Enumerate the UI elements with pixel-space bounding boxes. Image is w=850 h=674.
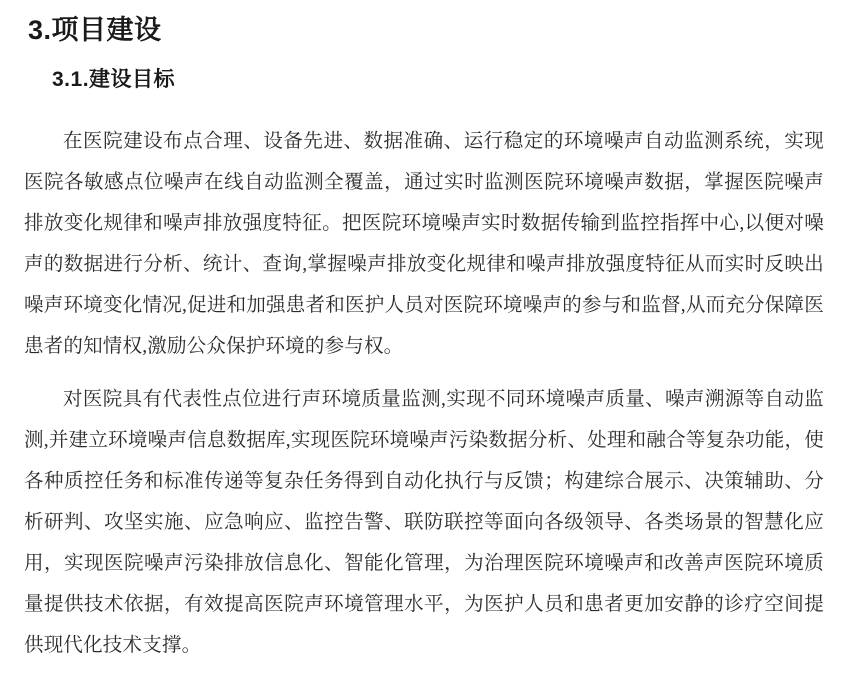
document-body: [0, 93, 850, 666]
paragraph: 在医院建设布点合理、设备先进、数据准确、运行稳定的环境噪声自动监测系统，实现医院各敏感点位噪声在线自动监测全覆盖，通过实时监测医院环境噪声数据，掌握医院噪声排放变化规律和噪声排放强度特征。把医院环境噪声实时数据传输到监控指挥中心,以便对噪声的数据进行分析、统计、查询,掌握噪声排放变化规律和噪声排放强度特征从而实时反映出噪声环境变化情况,促进和加强患者和医护人员对医院环境噪声的参与和监督,从而充分保障医患者的知情权,激励公众保护环境的参与权。: [24, 131, 824, 358]
section-heading-1: 3.项目建设: [28, 15, 162, 45]
paragraph: 对医院具有代表性点位进行声环境质量监测,实现不同环境噪声质量、噪声溯源等自动监测,并建立环境噪声信息数据库,实现医院环境噪声污染数据分析、处理和融合等复杂功能，使各种质控任务和标准传递等复杂任务得到自动化执行与反馈；构建综合展示、决策辅助、分析研判、攻坚实施、应急响应、监控告警、联防联控等面向各级领导、各类场景的智慧化应用，实现医院噪声污染排放信息化、智能化管理，为治理医院环境噪声和改善声医院环境质量提供技术依据，有效提高医院声环境管理水平，为医护人员和患者更加安静的诊疗空间提供现代化技术支撑。: [24, 389, 824, 657]
section-heading-2: 3.1.建设目标: [52, 67, 176, 91]
